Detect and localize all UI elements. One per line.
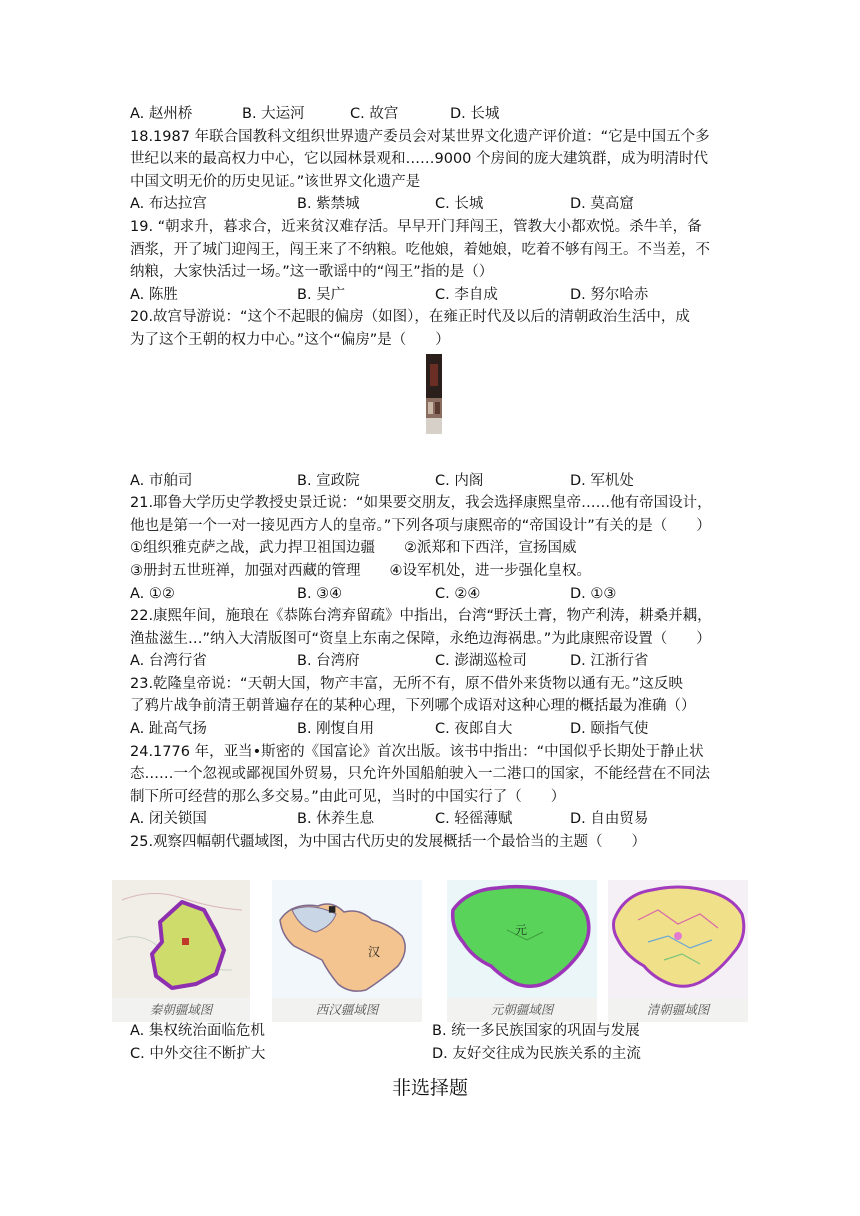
q19-options [130, 284, 730, 307]
q19-stem-line-2: 酒浆，开了城门迎闯王，闯王来了不纳粮。吃他娘，着她娘，吃着不够有闯王。不当差，不 [130, 241, 710, 258]
q23-option-b[interactable]: B. 刚愎自用 [297, 721, 375, 738]
yuan-map-label: 元 [515, 923, 528, 937]
q22-option-d[interactable]: D. 江浙行省 [570, 653, 649, 670]
q25-stem-line-1: 25.观察四幅朝代疆域图，为中国古代历史的发展概括一个最恰当的主题（ ） [130, 834, 647, 851]
q17-option-c[interactable]: C. 故宫 [350, 106, 399, 122]
q24-options [130, 808, 730, 831]
q19-stem-line-3: 纳粮，大家快活过一场。”这一歌谣中的“闯王”指的是（） [130, 264, 494, 281]
yuan-map-caption: 元朝疆域图 [447, 998, 597, 1022]
q21-stem-line-1: 21.耶鲁大学历史学教授史景迁说：“如果要交朋友，我会选择康熙皇帝……他有帝国设计， [130, 495, 712, 512]
qin-map [112, 880, 250, 1022]
q21-option-c[interactable]: C. ②④ [435, 585, 481, 602]
q18-stem-line-1: 18.1987 年联合国教科文组织世界遗产委员会对某世界文化遗产评价道：“它是中国五个多 [130, 128, 710, 145]
q21-stem-line-3: ①组织雅克萨之战，武力捍卫祖国边疆 ②派郑和下西洋，宣扬国威 [130, 540, 577, 557]
han-territory-map-image [272, 880, 422, 998]
q21-option-a[interactable]: A. ①② [130, 585, 175, 602]
q19-option-d[interactable]: D. 努尔哈赤 [570, 286, 649, 303]
q19-option-a[interactable]: A. 陈胜 [130, 286, 178, 303]
q18-option-d[interactable]: D. 莫高窟 [570, 196, 634, 213]
q21-stem-line-2: 他也是第一个一对一接见西方人的皇帝。”下列各项与康熙帝的“帝国设计”有关的是（ ） [130, 517, 711, 534]
q18-stem-line-3: 中国文明无价的历史见证。”该世界文化遗产是 [130, 173, 421, 190]
han-map-label: 汉 [368, 945, 381, 959]
dynasty-maps [112, 880, 752, 1022]
q25-option-b[interactable]: B. 统一多民族国家的巩固与发展 [432, 1023, 640, 1039]
q18-stem-line-2: 世纪以来的最高权力中心，它以园林景观和……9000 个房间的庞大建筑群，成为明清时代 [130, 151, 709, 168]
q24-stem-line-1: 24.1776 年，亚当•斯密的《国富论》首次出版。该书中指出：“中国似乎长期处于静止状 [130, 743, 704, 760]
qing-map-caption: 清朝疆域图 [608, 998, 748, 1022]
q22-option-a[interactable]: A. 台湾行省 [130, 653, 207, 670]
q17-option-a[interactable]: A. 赵州桥 [130, 106, 193, 122]
q19-option-c[interactable]: C. 李自成 [435, 286, 498, 303]
q24-option-c[interactable]: C. 轻徭薄赋 [435, 811, 513, 828]
q19-option-b[interactable]: B. 吴广 [297, 286, 346, 303]
qin-territory-map-image [112, 880, 250, 998]
q20-option-a[interactable]: A. 市舶司 [130, 472, 193, 489]
q22-option-b[interactable]: B. 台湾府 [297, 653, 360, 670]
svg-text:◼: ◼ [328, 904, 337, 915]
q25-option-d[interactable]: D. 友好交往成为民族关系的主流 [432, 1045, 641, 1062]
question-sheet [130, 103, 730, 854]
q22-stem-line-2: 渔盐滋生…”纳入大清版图可“资皇上东南之保障，永绝边海祸患。”为此康熙帝设置（ ） [130, 630, 711, 647]
q21-option-b[interactable]: B. ③④ [297, 585, 343, 602]
q18-option-a[interactable]: A. 布达拉宫 [130, 196, 207, 213]
q20-options [130, 470, 730, 493]
q25-option-a[interactable]: A. 集权统治面临危机 [130, 1023, 265, 1039]
q23-stem-line-2: 了鸦片战争前清王朝普遍存在的某种心理，下列哪个成语对这种心理的概括最为准确（） [130, 698, 696, 715]
han-map-caption: 西汉疆域图 [272, 998, 422, 1022]
q24-stem-line-3: 制下所可经营的那么多交易。”由此可见，当时的中国实行了（ ） [130, 788, 566, 805]
q25-options-row-2 [130, 1043, 730, 1066]
q23-option-c[interactable]: C. 夜郎自大 [435, 721, 513, 738]
q20-option-b[interactable]: B. 宣政院 [297, 472, 360, 489]
q23-option-d[interactable]: D. 颐指气使 [570, 721, 649, 738]
qing-territory-map-image [608, 880, 748, 998]
q25-options-row-1 [130, 1020, 730, 1043]
q20-option-c[interactable]: C. 内阁 [435, 472, 484, 489]
q23-option-a[interactable]: A. 趾高气扬 [130, 721, 207, 738]
q24-option-a[interactable]: A. 闭关锁国 [130, 811, 207, 828]
q20-stem-line-1: 20.故宫导游说：“这个不起眼的偏房（如图），在雍正时代及以后的清朝政治生活中，成 [130, 309, 690, 326]
q18-option-c[interactable]: C. 长城 [435, 196, 484, 213]
q24-option-b[interactable]: B. 休养生息 [297, 811, 375, 828]
q20-building-photo [426, 354, 442, 434]
yuan-territory-map-image [447, 880, 597, 998]
q20-stem-line-2: 为了这个王朝的权力中心。”这个“偏房”是（ ） [130, 331, 450, 348]
q22-options [130, 650, 730, 673]
q24-stem-line-2: 态……一个忽视或鄙视国外贸易，只允许外国船舶驶入一二港口的国家，不能经营在不同法 [130, 766, 710, 783]
q17-option-b[interactable]: B. 大运河 [242, 106, 305, 122]
q23-options [130, 718, 730, 741]
qin-map-caption: 秦朝疆域图 [112, 998, 250, 1022]
yuan-map [447, 880, 597, 1022]
q23-stem-line-1: 23.乾隆皇帝说：“天朝大国，物产丰富，无所不有，原不借外来货物以通有无。”这反映 [130, 675, 683, 692]
q25-options [130, 1020, 730, 1065]
q22-stem-line-1: 22.康熙年间，施琅在《恭陈台湾弃留疏》中指出，台湾“野沃土膏，物产利涛，耕桑并耦， [130, 608, 712, 625]
q21-option-d[interactable]: D. ①③ [570, 585, 617, 602]
qing-map [608, 880, 748, 1022]
q18-option-b[interactable]: B. 紫禁城 [297, 196, 360, 213]
q20-option-d[interactable]: D. 军机处 [570, 472, 634, 489]
section-title: 非选择题 [391, 1077, 468, 1099]
q17-options [130, 103, 730, 126]
han-map [272, 880, 422, 1022]
q25-option-c[interactable]: C. 中外交往不断扩大 [130, 1045, 266, 1062]
q24-option-d[interactable]: D. 自由贸易 [570, 811, 649, 828]
q21-stem-line-4: ③册封五世班禅，加强对西藏的管理 ④设军机处，进一步强化皇权。 [130, 562, 591, 579]
q18-options [130, 193, 730, 216]
q22-option-c[interactable]: C. 澎湖巡检司 [435, 653, 527, 670]
q19-stem-line-1: 19. “朝求升，暮求合，近来贫汉难存活。早早开门拜闯王，管教大小都欢悦。杀牛羊，备 [130, 218, 702, 235]
q21-options [130, 583, 730, 606]
q17-option-d[interactable]: D. 长城 [450, 106, 500, 122]
